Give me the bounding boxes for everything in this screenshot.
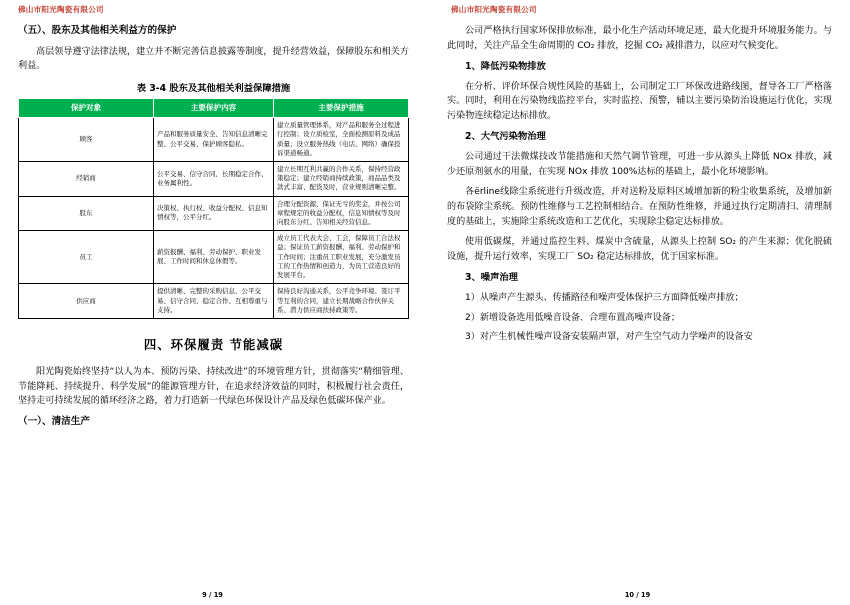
- block-3-list-item-1: 1）从噪声产生源头、传播路径和噪声受体保护三方面降低噪声排放；: [465, 292, 744, 303]
- table-cell-who: 股东: [19, 196, 154, 231]
- section-intro-paragraph: 高层领导遵守法律法规，建立并不断完善信息披露等制度，提升经营效益，保障股东和相关方利益。: [18, 46, 409, 72]
- table-cell-measures: 合理分配资源、保证无亏的奖金，并按公司章程规定的收益分配权，信息知情权等及时向股东分红、告知相关经营信息。: [274, 196, 409, 231]
- block-3-list-item-2: 2）新增设备选用低噪音设备、合理布置高噪声设备；: [465, 312, 680, 323]
- table-header-row: [19, 99, 409, 118]
- table-row: [19, 161, 409, 196]
- company-header-right: 佛山市阳光陶瓷有限公司: [451, 5, 537, 14]
- table-cell-measures: 建立质量管理体系，对产品和服务全过程进行控制；设立质检室，全面检测原料及成品质量；设立服务热线（电话、网络）确保投诉渠道畅通。: [274, 118, 409, 162]
- intro-paragraph: 公司严格执行国家环保排放标准，最小化生产活动环境足迹，最大化提升环境服务能力。与此同时，关注产品全生命周期的 CO₂ 排放，挖掘 CO₂ 减排潜力，以应对气候变化。: [447, 26, 832, 52]
- page-number-left: 9 / 19: [202, 591, 223, 599]
- block-3-list-item-3: 3）对产生机械性噪声设备安装隔声罩，对产生空气动力学噪声的设备安: [465, 332, 753, 343]
- table-row: [19, 284, 409, 319]
- table-row: [19, 118, 409, 162]
- block-heading-3: 3、噪声治理: [465, 271, 518, 283]
- block-1-paragraph: 在分析、评价环保合规性风险的基础上，公司制定工厂环保改进路线图，督导各工厂严格落实。同时，利用在污染物线监控平台，实时监控、预警，辅以主要污染防治设施运行优化，实现污染物连续稳定达标排放。: [447, 81, 832, 122]
- table-header-cell-2: 主要保护措施: [274, 99, 409, 118]
- table-caption: 表 3-4 股东及其他相关利益保障措施: [136, 83, 291, 95]
- table-cell-content: 薪资报酬、福利、劳动保护、职业发展、工作时间和休息休假等。: [154, 231, 274, 284]
- subsection-heading: （一）、清洁生产: [18, 416, 90, 428]
- chapter-paragraph: 阳光陶瓷始终坚持“以人为本、预防污染、持续改进”的环境管理方针，贯彻落实“精细管理、节能降耗、持续提升、科学发展”的能源管理方针，在追求经济效益的同时，积极履行社会责任，坚持走可持续发展的循环经济之路，着力打造新一代绿色环保设计产品及绿色低碳环保产业。: [18, 367, 409, 407]
- chapter-title: 四、环保履责 节能减碳: [143, 337, 284, 352]
- page-number-right: 10 / 19: [624, 591, 651, 599]
- stakeholder-protection-table: [18, 98, 409, 319]
- table-cell-content: 决策权、执行权、收益分配权、信息知情权等，公平分红。: [154, 196, 274, 231]
- table-cell-who: 供应商: [19, 284, 154, 319]
- section-heading: （五）、股东及其他相关利益方的保护: [18, 25, 177, 37]
- block-heading-2: 2、大气污染物治理: [465, 130, 546, 142]
- block-2-paragraph-3: 使用低碳煤，并通过监控生料、煤炭中含硫量，从源头上控制 SO₂ 的产生来源；优化脱硫设施，提升运行效率，实现工厂 SO₂ 稳定达标排放，优于国家标准。: [447, 237, 832, 263]
- table-cell-measures: 成立员工代表大会、工会，保障员工合法权益；保证员工薪资报酬、福利、劳动保护和工作时间；注重员工职业发展，充分激发员工的工作热情和创造力，为员工营造良好的发展平台。: [274, 231, 409, 284]
- table-cell-who: 顾客: [19, 118, 154, 162]
- block-2-paragraph-2: 各ërline线除尘系统进行升级改造，并对送粉及原料区域增加新的粉尘收集系统，及增加新的布袋除尘系统。预防性维修与工艺控制相结合。在预防性维修，并通过执行定期清扫、清理制度的基础上，实施除尘系统改造和工艺优化，实现除尘稳定达标排放。: [447, 187, 832, 227]
- table-cell-measures: 保持良好沟通关系，公平竞争环境、签订平等互利的合同，建立长期战略合作伙伴关系、潜力供应商扶持政策等。: [274, 284, 409, 319]
- table-cell-who: 员工: [19, 231, 154, 284]
- table-cell-content: 公平交易、信守合同、长期稳定合作、业务属利性。: [154, 161, 274, 196]
- table-header-cell-0: 保护对象: [19, 99, 154, 118]
- table-cell-who: 经销商: [19, 161, 154, 196]
- table-cell-content: 产品和服务质量安全、告知信息清晰完整、公平交易、保护顾客隐私。: [154, 118, 274, 162]
- page-right: [425, 0, 850, 605]
- company-header-left: 佛山市阳光陶瓷有限公司: [18, 5, 104, 14]
- block-2-paragraph-1: 公司通过干法微煤技改节能措施和天然气调节管理，可进一步从源头上降低 NOx 排放，减少还原剂氨水的用量，在实现 NOx 排放 100%达标的基础上，最小化环境影响。: [447, 151, 832, 177]
- block-heading-1: 1、降低污染物排放: [465, 60, 546, 72]
- table-cell-measures: 建立长期互利共赢的合作关系，保持经营政策稳定；建立经销商持续政策，商品品类及款式丰富、配货及时，营业规则清晰完整。: [274, 161, 409, 196]
- table-row: [19, 231, 409, 284]
- table-cell-content: 提供清晰、完整的采购信息、公平交易、信守合同、稳定合作、互相尊重与支持。: [154, 284, 274, 319]
- table-header-cell-1: 主要保护内容: [154, 99, 274, 118]
- table-row: [19, 196, 409, 231]
